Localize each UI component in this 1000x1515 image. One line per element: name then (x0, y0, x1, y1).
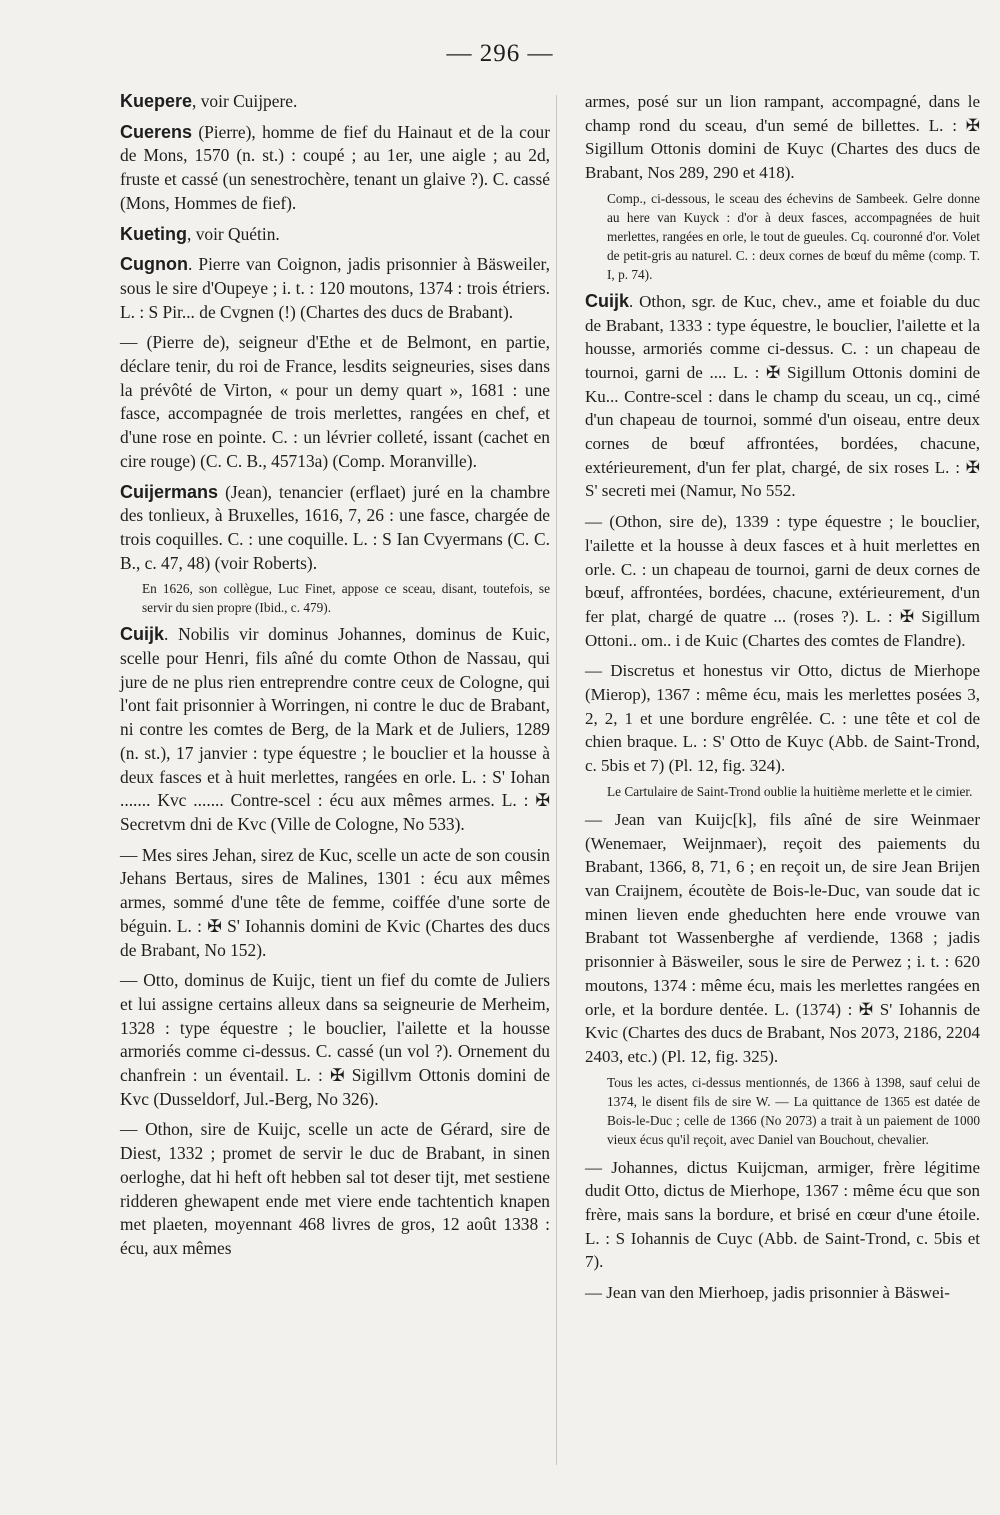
headword: Cuijermans (120, 481, 219, 502)
entry-jean-kuijck: — Jean van Kuijc[k], fils aîné de sire Weinmaer (Wenemaer, Weijnmaer), reçoit des paiements du Brabant, 1366, 8, 71, 6 ; en reçoit un, de sire Jean Brijen van Craijnem, écoutète de Bois-le-Duc, van soude dat ic minen lieven ende gheduchten here ende vrouwe van Brabant tot Wassenberghe af verdiende, 1368 ; jadis prisonnier à Bäsweiler, sous le sire de Perwez ; i. t. : 620 moutons, 1374 : même écu, mais les merlettes rangées en orle, et la bordure dentée. L. (1374) : ✠ S' Iohannis de Kvic (Chartes des ducs de Brabant, Nos 2073, 2186, 2204 2403, etc.) (Pl. 12, fig. 325). (585, 809, 980, 1066)
headword: Cuijk (120, 624, 165, 645)
entry-johannes-kuijcman: — Johannes, dictus Kuijcman, armiger, frère légitime dudit Otto, dictus de Mierhope, 1367 : même écu que son frère, mais sans la bordure, et brisé en cœur d'une étoile. L. : S Iohannis de Cuyc (Abb. de Saint-Trond, c. 5bis et 7). (585, 1157, 980, 1272)
column-divider (556, 95, 557, 1465)
entry-othon-1339: — (Othon, sire de), 1339 : type équestre ; le bouclier, l'ailette et la housse à deux fasces et à huit merlettes en orle. C. : un chapeau de tournoi, garni de deux cornes de bœuf, affrontées, bordées, chacune, extérieurement, d'un fer plat, chargé de quatre ... (roses ?). L. : ✠ Sigillum Ottoni.. om.. i de Kuic (Chartes des comtes de Flandre). (585, 512, 980, 650)
headword: Cuerens (120, 121, 193, 142)
entry-cugnon: Cugnon. Pierre van Coignon, jadis prisonnier à Bäsweiler, sous le sire d'Oupeye ; i. t. : 120 moutons, 1374 : trois étriers. L. : S Pir... de Cvgnen (!) (Chartes des ducs de Brabant). (120, 254, 550, 322)
entry-otto-kuijc: — Otto, dominus de Kuijc, tient un fief du comte de Juliers et lui assigne certains alleux dans sa seigneurie de Merheim, 1328 : type équestre ; le bouclier, l'ailette et la housse armoriés comme ci-dessus. C. cassé (un vol ?). Ornement du chanfrein : un éventail. L. : ✠ Sigillvm Ottonis domini de Kvc (Dusseldorf, Jul.-Berg, No 326). (120, 970, 550, 1109)
entry-cuijk-johannes: Cuijk. Nobilis vir dominus Johannes, dominus de Kuic, scelle pour Henri, fils aîné du comte Othon de Nassau, qui jure de ne plus rien entreprendre contre ceux de Cologne, qui l'ont fait prisonnier à Worringen, ni contre le duc de Brabant, ni contre les comtes de Berg, de la Mark et de Juliers, 1289 (n. st.), 17 janvier : type équestre ; le bouclier et la housse à deux fasces et à huit merlettes, rangées en orle. L. : S' Iohan ....... Kvc ....... Contre-scel : écu aux mêmes armes. L. : ✠ Secretvm dni de Kvc (Ville de Cologne, No 533). (120, 624, 550, 834)
headword: Cugnon (120, 254, 188, 275)
entry-othon-1332: — Othon, sire de Kuijc, scelle un acte de Gérard, sire de Diest, 1332 ; promet de servir le duc de Brabant, in sinen oerloghe, dat hi heft oft hebben sal tot deser tijt, met sestiene ridderen ghewapent ende met viere ende tachtentich knapen met plaeten, moyennant 468 livres de gros, 12 août 1338 : écu, aux mêmes (120, 1119, 550, 1258)
note-finet: En 1626, son collègue, Luc Finet, appose ce sceau, disant, toutefois, se servir du sien propre (Ibid., c. 479). (142, 581, 550, 616)
entry-cuijk-othon: Cuijk. Othon, sgr. de Kuc, chev., ame et foiable du duc de Brabant, 1333 : type équestre, le bouclier, l'ailette et la housse, armoriés comme ci-dessus. C. : un chapeau de tournoi, garni de .... L. : ✠ Sigillum Ottonis domini de Ku... Contre-scel : dans le champ du sceau, un cq., cimé d'un chapeau de tournoi, sommé d'un oiseau, entre deux cornes de bœuf affrontées, bordées, chacune, extérieurement, d'un fer plat, chargé, de six roses L. : ✠ S' secreti mei (Namur, No 552. (585, 290, 980, 501)
headword: Cuijk (585, 290, 630, 311)
entry-jean-mierhoep: — Jean van den Mierhoep, jadis prisonnier à Bäswei- (585, 1283, 950, 1303)
entry-pierre-de: — (Pierre de), seigneur d'Ethe et de Belmont, en partie, déclare tenir, du roi de France, lesdits seigneuries, sises dans la prévôté de Virton, « pour un demy quart », 1681 : une fasce, accompagnée de trois merlettes, rangées en chef, et d'une rose en pointe. C. : un lévrier colleté, issant (cachet en cire rouge) (C. C. B., 45713a) (Comp. Moranville). (120, 332, 550, 471)
entry-continuation: armes, posé sur un lion rampant, accompagné, dans le champ rond du sceau, d'un semé de billettes. L. : ✠ Sigillum Ottonis domini de Kuyc (Chartes des ducs de Brabant, Nos 289, 290 et 418). (585, 92, 980, 183)
entry-cuerens: Cuerens (Pierre), homme de fief du Hainaut et de la cour de Mons, 1570 (n. st.) : coupé ; au 1er, une aigle ; au 2d, fruste et cassé (un senestrochère, tenant un glaive ?). C. cassé (Mons, Hommes de fief). (120, 121, 550, 213)
left-column (120, 90, 550, 1261)
page-number: — 296 — (446, 40, 554, 67)
note-sambeek: Comp., ci-dessous, le sceau des échevins de Sambeek. Gelre donne au here van Kuyck : d'or à deux fasces, accompagnées de huit merlettes, rangées en orle, le tout de gueules. Cq. couronné d'or. Volet de petit-gris au naturel. C. : deux cornes de bœuf du même (comp. T. I, p. 74). (607, 190, 980, 282)
headword: Kueting (120, 223, 187, 244)
entry-kuepere: Kuepere, voir Cuijpere. (120, 91, 298, 111)
entry-otto-mierhope: — Discretus et honestus vir Otto, dictus de Mierhope (Mierop), 1367 : même écu, mais les merlettes posées 3, 2, 2, 1 et une bordure engrêlée. C. : une tête et col de chien braque. L. : S' Otto de Kuyc (Abb. de Saint-Trond, c. 5bis et 7) (Pl. 12, fig. 324). (585, 661, 980, 776)
headword: Kuepere (120, 91, 193, 111)
entry-jehan-de-kuc: — Mes sires Jehan, sirez de Kuc, scelle un acte de son cousin Jehans Bertaus, sires de Malines, 1301 : écu aux mêmes armes, sommé d'une tête de femme, coiffée d'une sorte de béguin. L. : ✠ S' Iohannis domini de Kvic (Chartes des ducs de Brabant, No 152). (120, 844, 550, 960)
entry-cuijermans: Cuijermans (Jean), tenancier (erflaet) juré en la chambre des tonlieux, à Bruxelles, 1616, 7, 26 : une fasce, chargée de trois coquilles. C. : une coquille. L. : S Ian Cvyermans (C. C. B., c. 47, 48) (voir Roberts). (120, 481, 550, 573)
note-actes: Tous les actes, ci-dessus mentionnés, de 1366 à 1398, sauf celui de 1374, le disent fils de sire W. — La quittance de 1365 est datée de Bois-le-Duc ; celle de 1366 (No 2073) a trait à un paiement de 1000 vieux écus qu'il reçoit, avec Daniel van Bouchout, chevalier. (607, 1074, 980, 1147)
right-column (585, 90, 980, 1305)
note-cartulaire: Le Cartulaire de Saint-Trond oublie la huitième merlette et le cimier. (607, 783, 973, 799)
entry-kueting: Kueting, voir Quétin. (120, 223, 280, 244)
